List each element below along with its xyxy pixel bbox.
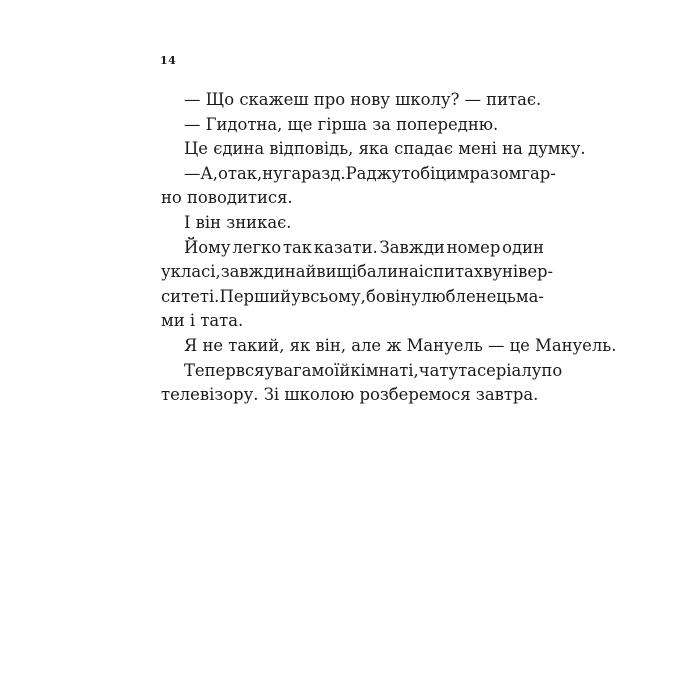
- text-line: телевізору. Зі школою розберемося завтра.: [161, 385, 539, 405]
- text-line: — Що скажеш про нову школу? — питає.: [184, 90, 542, 109]
- text-line: Йому легко так казати. Завжди номер один: [184, 237, 544, 257]
- text-line: — Гидотна, ще гірша за попередню.: [184, 114, 499, 134]
- text-line: Це єдина відповідь, яка спадає мені на думку.: [184, 139, 586, 159]
- body-text: [161, 88, 617, 408]
- page-number: 14: [160, 54, 177, 67]
- text-line: но поводитися.: [161, 188, 293, 208]
- text-line: Я не такий, як він, але ж Мануель — це Мануель.: [184, 335, 617, 355]
- text-line: ситеті. Перший у всьому, бо він улюбленець ма-: [161, 286, 544, 306]
- text-line: ми і тата.: [161, 311, 244, 331]
- text-line: у класі, завжди найвищі бали на іспитах в універ-: [161, 262, 554, 282]
- text-line: — А, отак, ну гаразд. Раджу тобі цим разом гар-: [184, 163, 556, 183]
- text-line: І він зникає.: [184, 212, 292, 232]
- text-line: Тепер вся увага моїй кімнаті, чату та серіалу по: [184, 360, 563, 380]
